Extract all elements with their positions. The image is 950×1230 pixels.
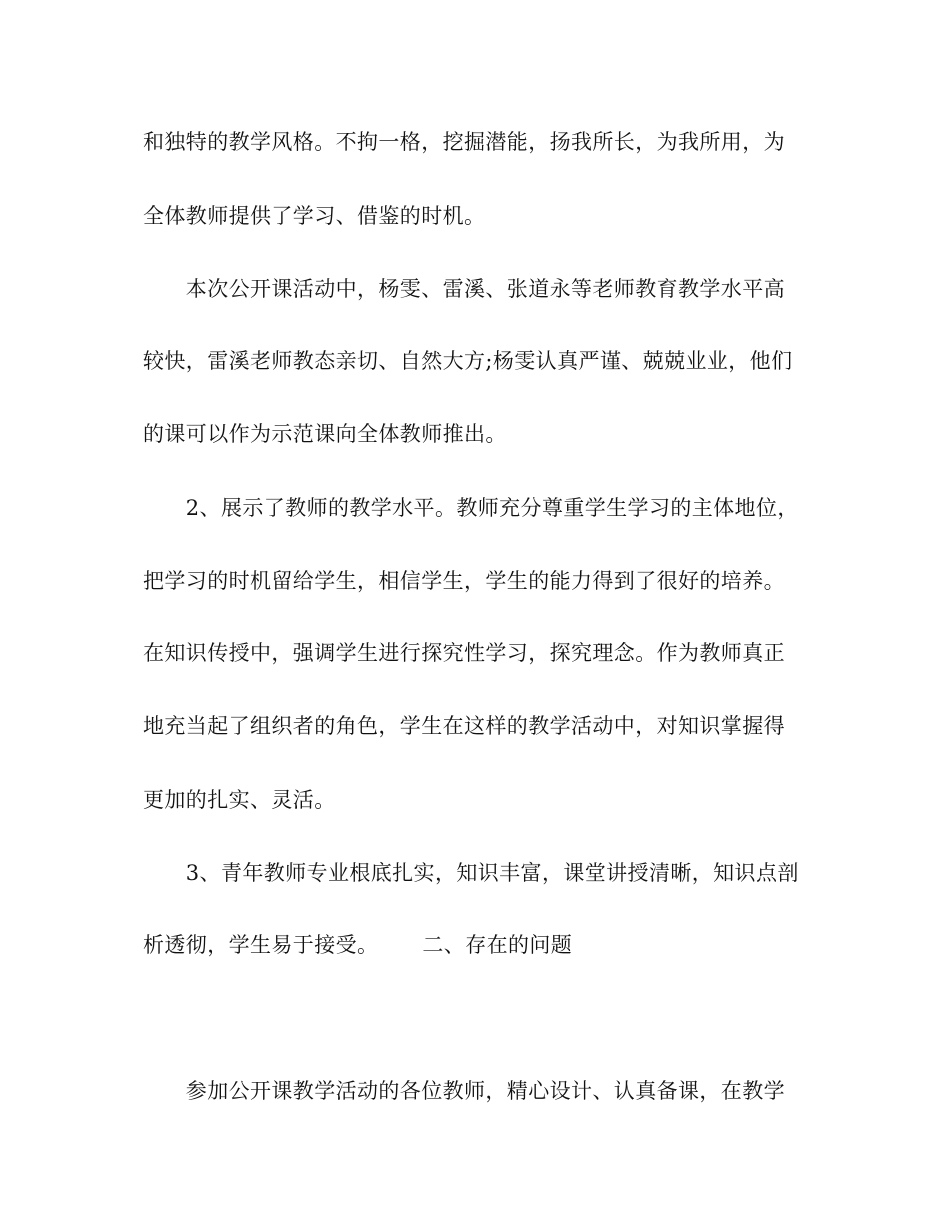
text-line: 较快，雷溪老师教态亲切、自然大方;杨雯认真严谨、兢兢业业，他们 xyxy=(143,349,793,373)
text-line: 全体教师提供了学习、借鉴的时机。 xyxy=(143,204,486,228)
text-line: 把学习的时机留给学生，相信学生，学生的能力得到了很好的培养。 xyxy=(143,569,785,593)
text-line: 地充当起了组织者的角色，学生在这样的教学活动中，对知识掌握得 xyxy=(143,714,785,738)
text-fragment: 析透彻，学生易于接受。 xyxy=(143,933,379,957)
text-line: 更加的扎实、灵活。 xyxy=(143,788,336,812)
section-heading: 二、存在的问题 xyxy=(422,933,573,957)
text-line: 本次公开课活动中，杨雯、雷溪、张道永等老师教育教学水平高 xyxy=(143,277,785,301)
text-line: 和独特的教学风格。不拘一格，挖掘潜能，扬我所长，为我所用，为 xyxy=(143,130,785,154)
text-line: 在知识传授中，强调学生进行探究性学习，探究理念。作为教师真正 xyxy=(143,641,785,665)
text-line: 2、展示了教师的教学水平。教师充分尊重学生学习的主体地位， xyxy=(143,496,799,520)
text-line: 3、青年教师专业根底扎实，知识丰富，课堂讲授清晰，知识点剖 xyxy=(143,861,799,885)
text-line xyxy=(143,931,823,959)
text-line: 的课可以作为示范课向全体教师推出。 xyxy=(143,422,507,446)
text-line: 参加公开课教学活动的各位教师，精心设计、认真备课，在教学 xyxy=(143,1079,785,1103)
